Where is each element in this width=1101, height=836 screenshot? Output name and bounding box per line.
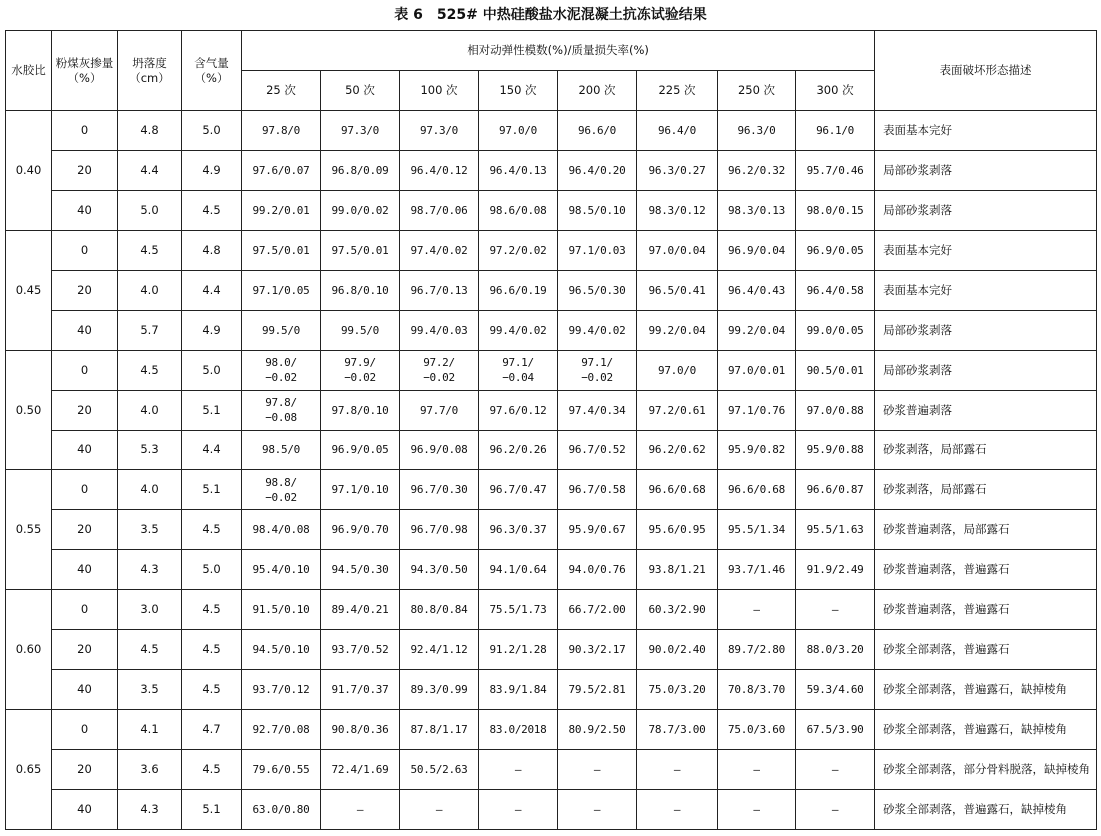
value-cell: 75.5/1.73 [479,590,558,630]
description-cell: 砂浆全部剥落，普遍露石 [875,630,1097,670]
water-binder-cell: 0.55 [6,470,52,590]
air-content-cell: 4.5 [182,190,242,230]
value-cell: 98.4/0.08 [242,510,321,550]
value-cell: 97.7/0 [400,390,479,430]
value-cell: 72.4/1.69 [321,750,400,790]
value-cell: 95.9/0.82 [718,430,796,470]
air-content-cell: 4.7 [182,710,242,750]
value-cell: 90.8/0.36 [321,710,400,750]
header-cycle: 300 次 [796,71,875,111]
value-cell: 93.7/0.52 [321,630,400,670]
value-cell: 96.7/0.52 [558,430,637,470]
flyash-cell: 40 [52,190,118,230]
value-cell: 70.8/3.70 [718,670,796,710]
value-cell: 99.0/0.05 [796,310,875,350]
value-cell: 97.1/ −0.02 [558,350,637,390]
value-cell: 97.6/0.07 [242,150,321,190]
value-cell: 88.0/3.20 [796,630,875,670]
value-cell: 66.7/2.00 [558,590,637,630]
table-row [6,430,1097,470]
value-cell: 97.8/0 [242,111,321,151]
air-content-cell: 4.5 [182,510,242,550]
header-cycle: 25 次 [242,71,321,111]
value-cell: 96.3/0.27 [637,150,718,190]
value-cell: 97.1/0.03 [558,230,637,270]
value-cell: 96.4/0 [637,111,718,151]
air-content-cell: 4.9 [182,150,242,190]
slump-cell: 4.1 [118,710,182,750]
value-cell: 97.0/0 [479,111,558,151]
value-cell: 96.5/0.41 [637,270,718,310]
value-cell: 97.1/ −0.04 [479,350,558,390]
slump-cell: 5.7 [118,310,182,350]
value-cell: 96.1/0 [796,111,875,151]
value-cell: — [718,789,796,829]
air-content-cell: 5.1 [182,470,242,510]
air-content-cell: 5.0 [182,350,242,390]
value-cell: 99.4/0.02 [479,310,558,350]
slump-cell: 5.0 [118,190,182,230]
value-cell: 96.2/0.26 [479,430,558,470]
value-cell: 96.4/0.20 [558,150,637,190]
slump-cell: 4.3 [118,550,182,590]
value-cell: 60.3/2.90 [637,590,718,630]
value-cell: 96.9/0.04 [718,230,796,270]
air-content-cell: 4.5 [182,630,242,670]
table-row [6,630,1097,670]
value-cell: 92.4/1.12 [400,630,479,670]
value-cell: 97.2/0.02 [479,230,558,270]
value-cell: 94.0/0.76 [558,550,637,590]
air-content-cell: 4.4 [182,430,242,470]
value-cell: 96.7/0.30 [400,470,479,510]
value-cell: 96.3/0 [718,111,796,151]
air-content-cell: 4.5 [182,670,242,710]
flyash-cell: 40 [52,670,118,710]
flyash-cell: 40 [52,789,118,829]
slump-cell: 3.5 [118,510,182,550]
water-binder-cell: 0.60 [6,590,52,710]
value-cell: 96.4/0.12 [400,150,479,190]
value-cell: 98.5/0 [242,430,321,470]
value-cell: 96.9/0.70 [321,510,400,550]
value-cell: 96.7/0.58 [558,470,637,510]
description-cell: 砂浆剥落，局部露石 [875,470,1097,510]
water-binder-cell: 0.45 [6,230,52,350]
value-cell: 93.8/1.21 [637,550,718,590]
air-content-cell: 4.9 [182,310,242,350]
value-cell: 99.5/0 [321,310,400,350]
air-content-cell: 4.5 [182,750,242,790]
slump-cell: 4.5 [118,630,182,670]
value-cell: 79.6/0.55 [242,750,321,790]
water-binder-cell: 0.50 [6,350,52,470]
value-cell: 97.3/0 [321,111,400,151]
value-cell: 97.4/0.34 [558,390,637,430]
description-cell: 砂浆普遍剥落，普遍露石 [875,550,1097,590]
header-water-binder: 水胶比 [6,31,52,111]
air-content-cell: 5.0 [182,550,242,590]
value-cell: 95.4/0.10 [242,550,321,590]
value-cell: 91.9/2.49 [796,550,875,590]
value-cell: 97.9/ −0.02 [321,350,400,390]
flyash-cell: 20 [52,510,118,550]
flyash-cell: 20 [52,390,118,430]
value-cell: 97.0/0.88 [796,390,875,430]
table-row [6,710,1097,750]
value-cell: — [718,750,796,790]
table-row [6,590,1097,630]
table-row [6,111,1097,151]
value-cell: 97.2/ −0.02 [400,350,479,390]
slump-cell: 4.5 [118,350,182,390]
value-cell: 94.3/0.50 [400,550,479,590]
description-cell: 局部砂浆剥落 [875,310,1097,350]
header-air-content: 含气量（%） [182,31,242,111]
value-cell: 96.4/0.43 [718,270,796,310]
table-body [6,111,1097,830]
flyash-cell: 0 [52,710,118,750]
value-cell: 96.7/0.13 [400,270,479,310]
value-cell: 97.0/0 [637,350,718,390]
flyash-cell: 20 [52,270,118,310]
value-cell: 96.6/0.19 [479,270,558,310]
flyash-cell: 0 [52,470,118,510]
value-cell: 97.4/0.02 [400,230,479,270]
header-cycle: 50 次 [321,71,400,111]
description-cell: 砂浆普遍剥落，普遍露石 [875,590,1097,630]
value-cell: 97.1/0.76 [718,390,796,430]
value-cell: — [637,789,718,829]
value-cell: 96.3/0.37 [479,510,558,550]
value-cell: 87.8/1.17 [400,710,479,750]
table-row [6,510,1097,550]
value-cell: 98.0/ −0.02 [242,350,321,390]
table-row [6,350,1097,390]
value-cell: 89.7/2.80 [718,630,796,670]
value-cell: 50.5/2.63 [400,750,479,790]
value-cell: 94.5/0.10 [242,630,321,670]
description-cell: 局部砂浆剥落 [875,150,1097,190]
value-cell: — [400,789,479,829]
value-cell: 83.9/1.84 [479,670,558,710]
value-cell: 96.8/0.09 [321,150,400,190]
value-cell: 96.6/0 [558,111,637,151]
value-cell: 94.5/0.30 [321,550,400,590]
water-binder-cell: 0.40 [6,111,52,231]
slump-cell: 4.0 [118,470,182,510]
slump-cell: 5.3 [118,430,182,470]
slump-cell: 4.8 [118,111,182,151]
value-cell: 97.2/0.61 [637,390,718,430]
table-row [6,670,1097,710]
value-cell: 91.5/0.10 [242,590,321,630]
value-cell: 99.0/0.02 [321,190,400,230]
flyash-cell: 20 [52,750,118,790]
flyash-cell: 0 [52,590,118,630]
value-cell: 98.8/ −0.02 [242,470,321,510]
value-cell: 97.8/ −0.08 [242,390,321,430]
value-cell: 97.3/0 [400,111,479,151]
header-modulus-loss-group: 相对动弹性模数(%)/质量损失率(%) [242,31,875,71]
header-description: 表面破坏形态描述 [875,31,1097,111]
slump-cell: 4.4 [118,150,182,190]
value-cell: 96.6/0.68 [718,470,796,510]
description-cell: 局部砂浆剥落 [875,190,1097,230]
value-cell: — [558,789,637,829]
table-row [6,150,1097,190]
value-cell: 96.6/0.68 [637,470,718,510]
value-cell: 96.4/0.13 [479,150,558,190]
water-binder-cell: 0.65 [6,710,52,830]
description-cell: 局部砂浆剥落 [875,350,1097,390]
slump-cell: 3.5 [118,670,182,710]
value-cell: — [479,750,558,790]
value-cell: 95.7/0.46 [796,150,875,190]
description-cell: 砂浆全部剥落，普遍露石，缺掉棱角 [875,670,1097,710]
value-cell: 95.6/0.95 [637,510,718,550]
value-cell: 91.2/1.28 [479,630,558,670]
value-cell: 95.9/0.67 [558,510,637,550]
value-cell: 97.0/0.04 [637,230,718,270]
value-cell: 97.6/0.12 [479,390,558,430]
value-cell: 89.4/0.21 [321,590,400,630]
slump-cell: 3.0 [118,590,182,630]
description-cell: 砂浆普遍剥落 [875,390,1097,430]
value-cell: 95.5/1.34 [718,510,796,550]
value-cell: 98.7/0.06 [400,190,479,230]
value-cell: — [558,750,637,790]
value-cell: 99.2/0.04 [637,310,718,350]
value-cell: 97.5/0.01 [242,230,321,270]
air-content-cell: 4.4 [182,270,242,310]
air-content-cell: 5.0 [182,111,242,151]
value-cell: 96.5/0.30 [558,270,637,310]
value-cell: 92.7/0.08 [242,710,321,750]
value-cell: 99.2/0.01 [242,190,321,230]
flyash-cell: 40 [52,430,118,470]
header-slump: 坍落度（cm） [118,31,182,111]
value-cell: — [796,750,875,790]
value-cell: — [479,789,558,829]
table-row [6,789,1097,829]
value-cell: 99.5/0 [242,310,321,350]
value-cell: 98.3/0.12 [637,190,718,230]
value-cell: 98.6/0.08 [479,190,558,230]
table-row [6,550,1097,590]
air-content-cell: 4.5 [182,590,242,630]
value-cell: — [796,590,875,630]
table-row [6,470,1097,510]
value-cell: 96.6/0.87 [796,470,875,510]
table-row [6,190,1097,230]
header-cycle: 225 次 [637,71,718,111]
value-cell: 96.9/0.08 [400,430,479,470]
value-cell: 96.4/0.58 [796,270,875,310]
table-row [6,750,1097,790]
air-content-cell: 5.1 [182,390,242,430]
value-cell: 78.7/3.00 [637,710,718,750]
value-cell: 67.5/3.90 [796,710,875,750]
description-cell: 砂浆全部剥落，普遍露石，缺掉棱角 [875,710,1097,750]
value-cell: 97.8/0.10 [321,390,400,430]
value-cell: 83.0/2018 [479,710,558,750]
value-cell: 95.5/1.63 [796,510,875,550]
value-cell: 96.2/0.62 [637,430,718,470]
description-cell: 表面基本完好 [875,111,1097,151]
value-cell: 75.0/3.20 [637,670,718,710]
value-cell: 96.2/0.32 [718,150,796,190]
air-content-cell: 5.1 [182,789,242,829]
description-cell: 表面基本完好 [875,270,1097,310]
value-cell: — [321,789,400,829]
value-cell: 98.5/0.10 [558,190,637,230]
table-row [6,270,1097,310]
header-cycle: 200 次 [558,71,637,111]
value-cell: 94.1/0.64 [479,550,558,590]
value-cell: 93.7/0.12 [242,670,321,710]
value-cell: 75.0/3.60 [718,710,796,750]
table-row [6,230,1097,270]
value-cell: 80.8/0.84 [400,590,479,630]
slump-cell: 4.3 [118,789,182,829]
value-cell: 96.8/0.10 [321,270,400,310]
value-cell: 99.4/0.02 [558,310,637,350]
value-cell: 98.0/0.15 [796,190,875,230]
description-cell: 砂浆普遍剥落，局部露石 [875,510,1097,550]
value-cell: 90.0/2.40 [637,630,718,670]
flyash-cell: 40 [52,550,118,590]
value-cell: — [796,789,875,829]
slump-cell: 4.0 [118,270,182,310]
value-cell: 99.2/0.04 [718,310,796,350]
value-cell: — [718,590,796,630]
value-cell: 80.9/2.50 [558,710,637,750]
value-cell: 96.7/0.98 [400,510,479,550]
description-cell: 砂浆全部剥落，普遍露石，缺掉棱角 [875,789,1097,829]
value-cell: 96.7/0.47 [479,470,558,510]
flyash-cell: 0 [52,111,118,151]
value-cell: 96.9/0.05 [321,430,400,470]
flyash-cell: 0 [52,230,118,270]
description-cell: 砂浆剥落，局部露石 [875,430,1097,470]
value-cell: 93.7/1.46 [718,550,796,590]
value-cell: — [637,750,718,790]
slump-cell: 4.0 [118,390,182,430]
table-title: 表 6 525# 中热硅酸盐水泥混凝土抗冻试验结果 [394,7,707,23]
value-cell: 95.9/0.88 [796,430,875,470]
slump-cell: 3.6 [118,750,182,790]
flyash-cell: 40 [52,310,118,350]
flyash-cell: 0 [52,350,118,390]
table-row [6,390,1097,430]
value-cell: 79.5/2.81 [558,670,637,710]
description-cell: 表面基本完好 [875,230,1097,270]
value-cell: 98.3/0.13 [718,190,796,230]
value-cell: 99.4/0.03 [400,310,479,350]
value-cell: 97.1/0.05 [242,270,321,310]
value-cell: 97.5/0.01 [321,230,400,270]
slump-cell: 4.5 [118,230,182,270]
value-cell: 96.9/0.05 [796,230,875,270]
value-cell: 90.5/0.01 [796,350,875,390]
description-cell: 砂浆全部剥落，部分骨料脱落，缺掉棱角 [875,750,1097,790]
table-header [6,31,1097,111]
value-cell: 97.1/0.10 [321,470,400,510]
value-cell: 97.0/0.01 [718,350,796,390]
value-cell: 59.3/4.60 [796,670,875,710]
flyash-cell: 20 [52,150,118,190]
value-cell: 90.3/2.17 [558,630,637,670]
air-content-cell: 4.8 [182,230,242,270]
frost-resistance-table [5,30,1097,830]
value-cell: 63.0/0.80 [242,789,321,829]
value-cell: 89.3/0.99 [400,670,479,710]
flyash-cell: 20 [52,630,118,670]
header-cycle: 100 次 [400,71,479,111]
header-cycle: 250 次 [718,71,796,111]
table-row [6,310,1097,350]
header-flyash: 粉煤灰掺量（%） [52,31,118,111]
value-cell: 91.7/0.37 [321,670,400,710]
header-cycle: 150 次 [479,71,558,111]
